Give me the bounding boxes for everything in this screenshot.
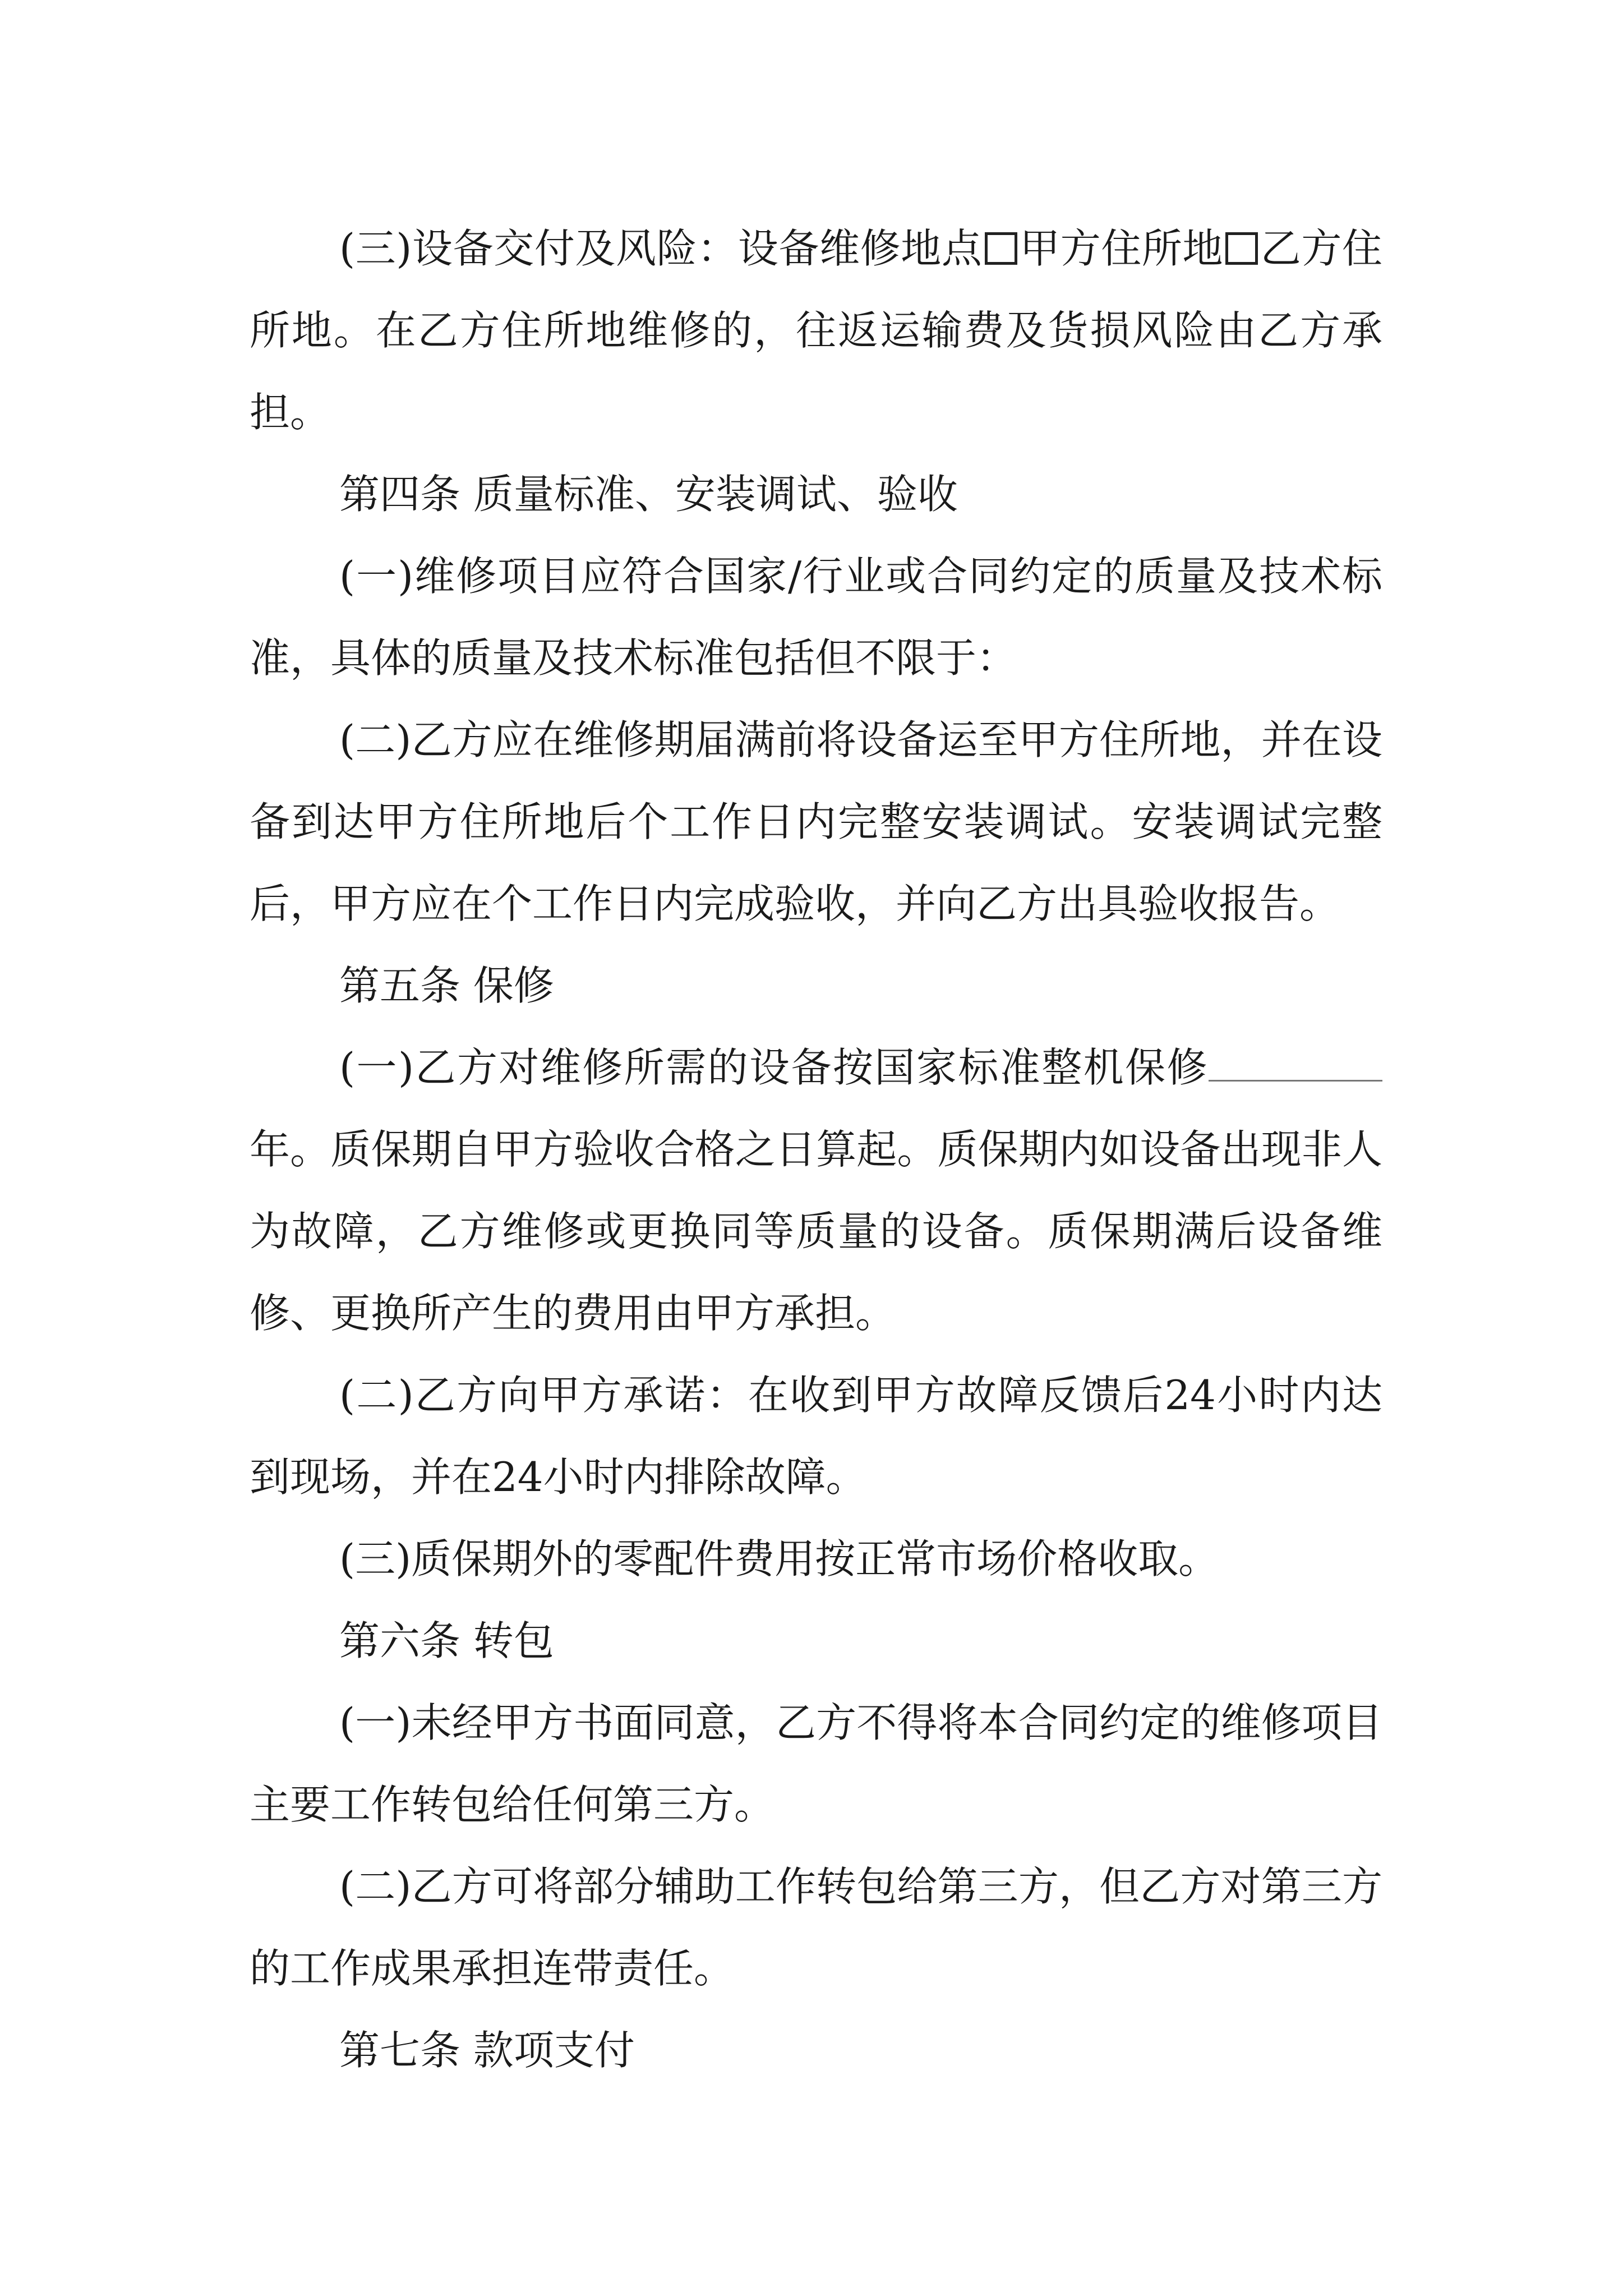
checkbox-icon (985, 232, 1017, 265)
clause-3-3-paragraph (250, 208, 1382, 453)
clause-3-3-option-party-a: 甲方住所地 (1019, 225, 1224, 272)
clause-4-2-paragraph: (二)乙方应在维修期届满前将设备运至甲方住所地，并在设备到达甲方住所地后个工作日内完整安装调试。安装调试完整后，甲方应在个工作日内完成验收，并向乙方出具验收报告。 (250, 716, 1382, 927)
clause-5-3-paragraph: (三)质保期外的零配件费用按正常市场价格收取。 (339, 1535, 1219, 1582)
warranty-years-blank (1209, 1046, 1382, 1082)
clause-6-1-paragraph: (一)未经甲方书面同意，乙方不得将本合同约定的维修项目主要工作转包给任何第三方。 (250, 1699, 1382, 1828)
article-7-heading: 第七条 款项支付 (339, 2027, 635, 2074)
document-page (250, 208, 1382, 2091)
clause-3-3-text-start: (三)设备交付及风险：设备维修地点 (339, 225, 983, 272)
clause-5-1-text-start: (一)乙方对维修所需的设备按国家标准整机保修 (339, 1044, 1209, 1091)
clause-5-1-paragraph (250, 1027, 1382, 1354)
checkbox-icon (1225, 232, 1258, 265)
clause-6-2-paragraph: (二)乙方可将部分辅助工作转包给第三方，但乙方对第三方的工作成果承担连带责任。 (250, 1863, 1382, 1992)
clause-5-2-paragraph: (二)乙方向甲方承诺：在收到甲方故障反馈后24小时内达到现场，并在24小时内排除故障。 (250, 1372, 1382, 1501)
article-6-heading: 第六条 转包 (339, 1617, 554, 1664)
article-4-heading: 第四条 质量标准、安装调试、验收 (339, 471, 958, 518)
clause-5-1-text-end: 年。质保期自甲方验收合格之日算起。质保期内如设备出现非人为故障，乙方维修或更换同等质量的设备。质保期满后设备维修、更换所产生的费用由甲方承担。 (250, 1126, 1382, 1337)
clause-3-3-text-end: 乙方住所地。在乙方住所地维修的，往返运输费及货损风险由乙方承担。 (250, 225, 1382, 436)
article-5-heading: 第五条 保修 (339, 962, 554, 1009)
clause-4-1-paragraph: (一)维修项目应符合国家/行业或合同约定的质量及技术标准，具体的质量及技术标准包括但不限于： (250, 553, 1382, 682)
